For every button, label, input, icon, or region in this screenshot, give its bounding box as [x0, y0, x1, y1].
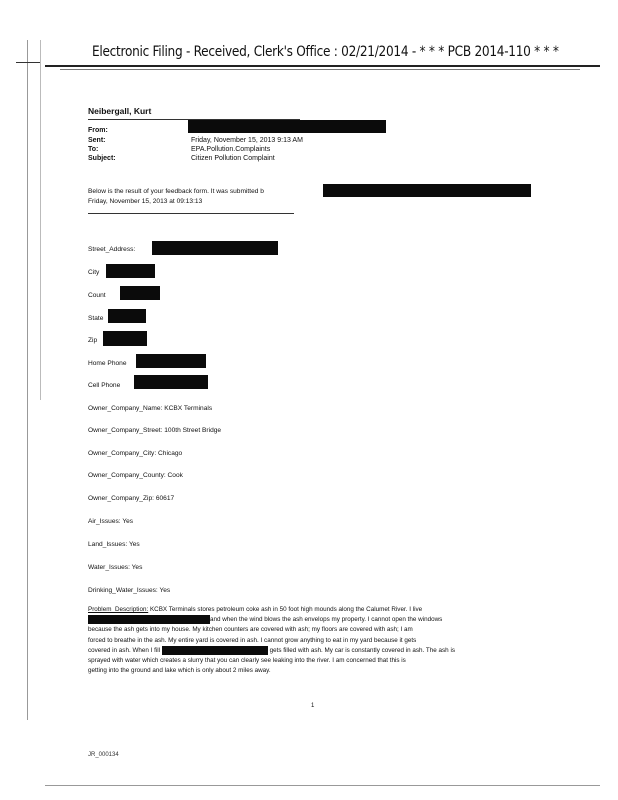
problem-line: and when the wind blows the ash envelops my property. I cannot open the windows: [210, 616, 443, 624]
field-water-issues: Water_Issues: Yes: [88, 564, 143, 571]
field-value: Yes: [128, 541, 140, 548]
redaction-block: [323, 184, 531, 197]
problem-line: covered in ash. When I fill: [88, 646, 161, 654]
field-zip: Zip: [88, 337, 98, 344]
bates-number: JR_000134: [88, 752, 119, 758]
header-label-to: To:: [88, 146, 99, 153]
intro-line-1: Below is the result of your feedback form. It was submitted b: [88, 188, 264, 195]
problem-label: Problem_Description:: [88, 606, 149, 613]
redaction-block: [134, 375, 208, 389]
field-city: City: [88, 269, 100, 276]
problem-line: getting into the ground and lake which is only about 2 miles away.: [88, 667, 271, 675]
redaction-block: [106, 264, 155, 278]
field-land-issues: Land_Issues: Yes: [88, 541, 140, 548]
field-owner-company-zip: Owner_Company_Zip: 60617: [88, 495, 175, 502]
scan-tick-mark: [16, 62, 40, 63]
intro-text: [88, 187, 264, 207]
field-value: Yes: [122, 518, 134, 525]
problem-line: because the ash gets into my house. My kitchen counters are covered with ash; my floors are covered with ash; I am: [88, 626, 413, 634]
stamp-rule: [60, 69, 580, 70]
field-state: State: [88, 315, 104, 322]
field-street-address: Street_Address:: [88, 246, 136, 253]
stamp-rule: [45, 65, 600, 67]
redaction-block: [108, 309, 146, 323]
field-value: Yes: [159, 587, 171, 594]
problem-line: sprayed with water which creates a slurry that you can clearly see leaking into the river. I am concerned that this is: [88, 656, 406, 664]
scan-margin-line: [40, 40, 41, 400]
field-owner-company-name: Owner_Company_Name: KCBX Terminals: [88, 405, 213, 412]
redaction-block: [120, 286, 160, 300]
field-cell-phone: Cell Phone: [88, 382, 121, 389]
field-home-phone: Home Phone: [88, 360, 127, 367]
field-value: Yes: [131, 564, 143, 571]
header-label-sent: Sent:: [88, 137, 106, 144]
redaction-block: [152, 241, 278, 255]
footer-rule: [45, 785, 600, 786]
header-value-sent: Friday, November 15, 2013 9:13 AM: [191, 137, 303, 144]
intro-line-2: Friday, November 15, 2013 at 09:13:13: [88, 198, 203, 205]
page-number: 1: [311, 703, 315, 709]
header-label-from: From:: [88, 127, 108, 134]
redaction-block: [136, 354, 206, 368]
field-owner-company-county: Owner_Company_County: Cook: [88, 472, 183, 479]
field-owner-company-street: Owner_Company_Street: 100th Street Bridge: [88, 427, 222, 434]
field-value: 100th Street Bridge: [164, 427, 222, 434]
scan-margin-line: [27, 40, 28, 720]
field-value: Chicago: [158, 450, 183, 457]
field-owner-company-city: Owner_Company_City: Chicago: [88, 450, 183, 457]
header-value-to: EPA.Pollution.Complaints: [191, 146, 271, 153]
header-label-subject: Subject:: [88, 155, 116, 162]
field-value: KCBX Terminals: [164, 405, 213, 412]
field-value: 60617: [155, 495, 175, 502]
redaction-block: [103, 331, 147, 346]
sender-name: Neibergall, Kurt: [88, 106, 152, 116]
problem-line: KCBX Terminals stores petroleum coke ash in 50 foot high mounds along the Calumet River. I live: [149, 606, 423, 613]
intro-underline: [88, 213, 294, 214]
redaction-block: [188, 120, 386, 133]
redaction-block: [88, 615, 210, 624]
problem-line: gets filled with ash. My car is constantly covered in ash. The ash is: [269, 646, 455, 654]
header-value-subject: Citizen Pollution Complaint: [191, 155, 275, 162]
field-drinking-water-issues: Drinking_Water_Issues: Yes: [88, 587, 171, 594]
field-county: Count: [88, 292, 106, 299]
problem-description: [88, 605, 540, 676]
field-air-issues: Air_Issues: Yes: [88, 518, 134, 525]
filing-stamp: Electronic Filing - Received, Clerk's Office : 02/21/2014 - * * * PCB 2014-110 * * *: [92, 44, 559, 60]
problem-line: forced to breathe in the ash. My entire yard is covered in ash. I cannot grow anything to eat in my yard because it gets: [88, 636, 417, 644]
field-value: Cook: [167, 472, 183, 479]
redaction-block: [162, 646, 268, 655]
